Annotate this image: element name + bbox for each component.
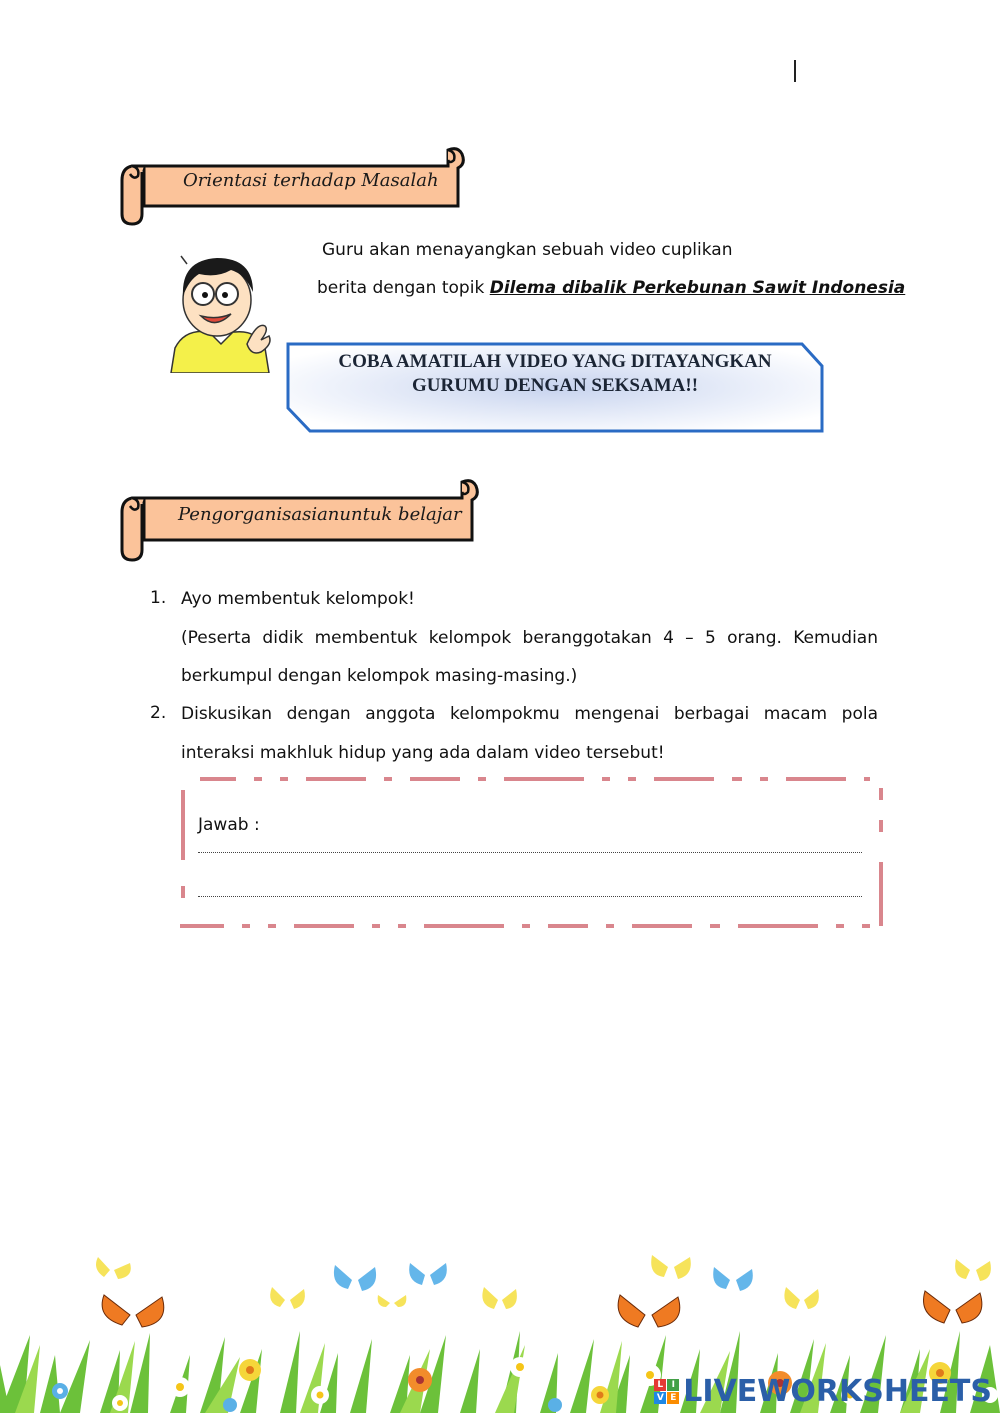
notice-line-2: GURUMU DENGAN SEKSAMA!!	[411, 375, 699, 396]
logo-letter: E	[667, 1392, 679, 1404]
task-item	[181, 580, 878, 696]
intro-line-2	[317, 278, 905, 298]
notice-box	[284, 340, 826, 435]
logo-letter: L	[654, 1379, 666, 1391]
character-illustration	[165, 248, 275, 373]
task-item	[181, 695, 878, 772]
cartoon-boy-icon	[165, 248, 275, 373]
answer-box-border	[180, 776, 886, 932]
banner-title-organization: Pengorganisasianuntuk belajar	[178, 504, 462, 525]
task-line: (Peserta didik membentuk kelompok beranggotakan 4 – 5 orang. Kemudian berkumpul dengan kelompok masing-masing.)	[181, 627, 878, 686]
answer-box	[180, 776, 886, 932]
task-line: Diskusikan dengan anggota kelompokmu mengenai berbagai macam pola interaksi makhluk hidup yang ada dalam video tersebut!	[181, 704, 878, 763]
task-line: Ayo membentuk kelompok!	[181, 589, 415, 609]
logo-mark-icon	[654, 1379, 679, 1404]
logo-letter: I	[667, 1379, 679, 1391]
notice-line-1: COBA AMATILAH VIDEO YANG DITAYANGKAN	[338, 351, 772, 372]
intro-topic: Dilema dibalik Perkebunan Sawit Indonesia	[489, 278, 906, 298]
liveworksheets-logo	[654, 1374, 992, 1409]
banner-title-orientation: Orientasi terhadap Masalah	[183, 170, 439, 191]
answer-line-1[interactable]	[198, 852, 862, 853]
intro-line-1: Guru akan menayangkan sebuah video cuplikan	[322, 240, 733, 260]
intro-line-2-prefix: berita dengan topik	[317, 278, 485, 298]
task-number: 1.	[150, 588, 167, 608]
logo-text: LIVEWORKSHEETS	[683, 1374, 992, 1409]
text-cursor-mark	[794, 60, 796, 82]
logo-letter: V	[654, 1392, 666, 1404]
scroll-banner-orientation	[118, 142, 468, 230]
task-number: 2.	[150, 703, 167, 723]
answer-label: Jawab :	[198, 815, 260, 835]
scroll-banner-organization	[118, 474, 482, 566]
answer-line-2[interactable]	[198, 896, 862, 897]
